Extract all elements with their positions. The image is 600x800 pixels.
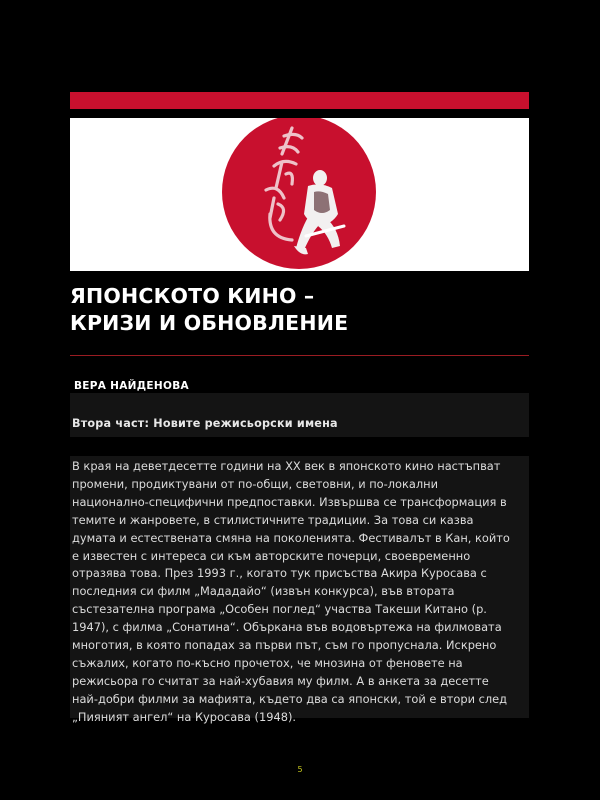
header-red-bar [70,92,529,109]
article-title [70,283,530,337]
header-banner [70,118,529,271]
body-line: многотия, в която попадах за първи път, съм го пропуснала. Искрено [72,638,497,653]
subtitle-box [70,393,529,437]
body-line: национално-специфични предпоставки. Извършва се трансформация в [72,494,507,509]
body-line: 1947), с филма „Сонатина“. Объркана във водовъртежа на филмовата [72,620,502,635]
body-line: отразява това. През 1993 г., когато тук присъства Акира Куросава с [72,566,487,581]
article-title-line-2: КРИЗИ И ОБНОВЛЕНИЕ [70,311,349,335]
body-line: промени, продиктувани от по-общи, световни, и по-локални [72,476,438,491]
article-title-line-1: ЯПОНСКОТО КИНО – [70,284,315,308]
body-line: „Пияният ангел“ на Куросава (1948). [72,709,297,724]
body-text-box [70,456,529,724]
body-line: темите и жанровете, в стилистичните традиции. За това си казва [72,512,474,527]
page-number: 5 [297,765,303,774]
title-divider [70,355,529,356]
article-subtitle: Втора част: Новите режисьорски имена [72,417,338,430]
rising-sun-samurai-icon [70,118,529,271]
article-body [72,458,528,727]
body-line: е известен с интереса си към авторските почерци, своевременно [72,548,471,563]
body-line: В края на деветдесетте години на XX век в японското кино настъпват [72,459,501,473]
body-line: режисьора го считат за най-хубавия му филм. А в анкета за десетте [72,673,489,688]
body-line: думата и естествената смяна на поколенията. Фестивалът в Кан, който [72,530,510,545]
body-line: последния си филм „Мададайо“ (извън конкурса), във втората [72,584,455,599]
body-line: съжалих, когато по-късно прочетох, че мнозина от феновете на [72,655,463,670]
author-name: ВЕРА НАЙДЕНОВА [74,380,189,392]
body-line: най-добри филми за мафията, където два са японски, той е втори след [72,691,508,706]
body-line: състезателна програма „Особен поглед“ участва Такеши Китано (р. [72,602,487,617]
